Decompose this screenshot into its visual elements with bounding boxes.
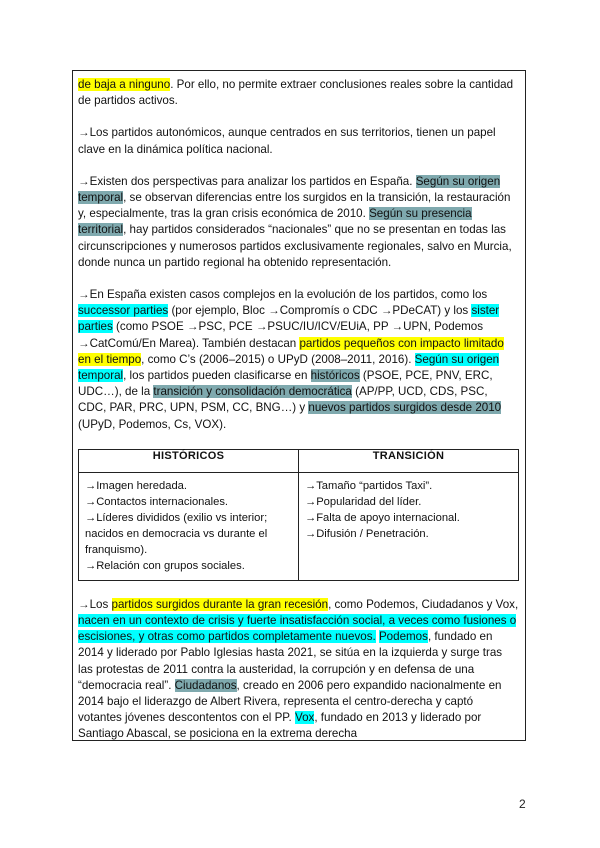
- text: →En España existen casos complejos en la evolución de los partidos, como los: [78, 288, 488, 302]
- highlight-teal: Ciudadanos: [174, 678, 237, 692]
- table-cell-historicos: [79, 472, 299, 580]
- list-item: →Tamaño “partidos Taxi”.: [305, 479, 433, 492]
- highlight-yellow: de baja a ninguno: [78, 78, 171, 91]
- highlight-teal: Según su presencia territorial: [78, 207, 472, 237]
- paragraph-5: [78, 597, 519, 741]
- highlight-cyan: successor parties: [78, 304, 169, 318]
- highlight-yellow: partidos pequeños con impacto limitado en el tiempo: [78, 336, 504, 366]
- text: , creado en 2006 pero expandido nacionalmente en 2014 bajo el liderazgo de Albert Rivera, representa el centro-derecha y captó votantes jóvenes descontentos con el PP.: [78, 678, 502, 725]
- paragraph-2: [78, 125, 519, 157]
- paragraph-4: [78, 287, 519, 433]
- column-header-transicion: TRANSICIÓN: [299, 449, 519, 472]
- highlight-teal: históricos: [310, 369, 360, 383]
- page-number: 2: [519, 797, 526, 811]
- text: (por ejemplo, Bloc →Compromís o CDC →PDeCAT) y los: [168, 304, 472, 318]
- text: →Los partidos autonómicos, aunque centrados en sus territorios, tienen un papel clave en la dinámica política nacional.: [78, 126, 496, 156]
- text: →Existen dos perspectivas para analizar los partidos en España.: [78, 174, 416, 188]
- text: (PSOE, PCE, PNV, ERC, UDC…), de la: [78, 369, 493, 399]
- list-item: →Contactos internacionales.: [85, 495, 229, 508]
- list-item: →Relación con grupos sociales.: [85, 559, 245, 572]
- page-content: [78, 77, 519, 741]
- highlight-teal: Según su origen temporal: [78, 174, 501, 205]
- highlight-teal: transición y consolidación democrática: [153, 385, 352, 399]
- highlight-cyan: Vox: [295, 711, 315, 725]
- paragraph-3: [78, 174, 519, 271]
- table-cell-transicion: [299, 472, 519, 580]
- paragraph-1: [78, 77, 519, 109]
- text: , hay partidos considerados “nacionales” que no se presentan en todas las circunscripciones y numerosos partidos exclusivamente regionales, salvo en Murcia, donde nunca un partido regional ha obtenido representación.: [78, 223, 512, 269]
- text: , como C’s (2006–2015) o UPyD (2008–2011, 2016).: [141, 352, 415, 366]
- text: , se observan diferencias entre los surgidos en la transición, la restauración y, especialmente, tras la gran crisis económica de 2010.: [78, 191, 511, 221]
- text: , como Podemos, Ciudadanos y Vox,: [328, 597, 519, 611]
- highlight-cyan: Podemos: [378, 630, 428, 644]
- text: , fundado en 2013 y liderado por Santiago Abascal, se posiciona en la extrema derecha: [78, 711, 482, 741]
- list-item: →Falta de apoyo internacional.: [305, 511, 460, 524]
- text: →Los: [78, 597, 112, 611]
- text: , fundado en 2014 y liderado por Pablo Iglesias hasta 2021, se sitúa en la izquierda y surge tras las protestas de 2011 contra la austeridad, la corrupción y en defensa de una “democracia real”.: [78, 630, 503, 692]
- highlight-cyan: Según su origen temporal: [78, 352, 500, 383]
- table-row: [79, 472, 519, 580]
- highlight-yellow: partidos surgidos durante la gran recesión: [111, 597, 329, 611]
- text: (como PSOE →PSC, PCE →PSUC/IU/ICV/EUiA, PP →UPN, Podemos →CatComú/En Marea). También destacan: [78, 320, 484, 350]
- table-header-row: [79, 449, 519, 472]
- text: . Por ello, no permite extraer conclusiones reales sobre la cantidad de partidos activos.: [78, 78, 514, 108]
- highlight-cyan: nacen en un contexto de crisis y fuerte insatisfacción social, a veces como fusiones o escisiones, y otras como partidos completamente nuevos.: [78, 614, 517, 644]
- text: (AP/PP, UCD, CDS, PSC, CDC, PAR, PRC, UPN, PSM, CC, BNG…) y: [78, 385, 488, 415]
- list-item: →Difusión / Penetración.: [305, 527, 429, 540]
- text: (UPyD, Podemos, Cs, VOX).: [78, 417, 227, 431]
- list-item: →Popularidad del líder.: [305, 495, 422, 508]
- highlight-teal: nuevos partidos surgidos desde 2010: [308, 401, 502, 415]
- content-frame: [72, 70, 526, 741]
- text: , los partidos pueden clasificarse en: [123, 369, 311, 383]
- comparison-table: [78, 449, 519, 581]
- highlight-cyan: sister parties: [78, 304, 500, 334]
- column-header-historicos: HISTÓRICOS: [79, 449, 299, 472]
- list-item: →Imagen heredada.: [85, 479, 187, 492]
- list-item: →Líderes divididos (exilio vs interior; nacidos en democracia vs durante el franquismo).: [85, 511, 268, 556]
